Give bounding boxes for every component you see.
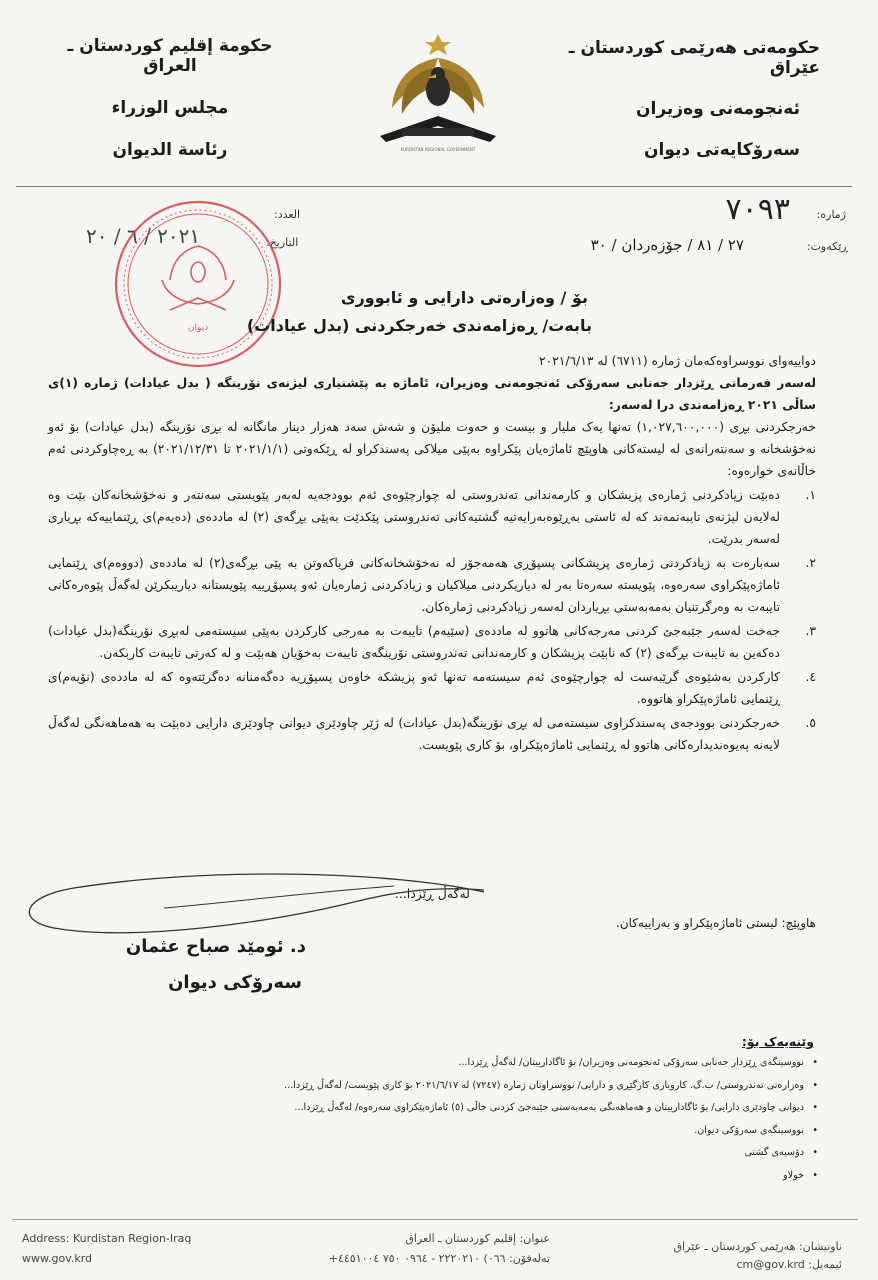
svg-text:KURDISTAN REGIONAL GOVERNMENT: KURDISTAN REGIONAL GOVERNMENT	[400, 147, 476, 152]
list-item-number: ١.	[805, 488, 816, 502]
attachment-note: هاوپێچ: لیستی ئاماژەپێکراو و بەراییەکان.	[616, 916, 816, 930]
body-paragraph: خەرجکردنی بڕی (١,٠٢٧,٦٠٠,٠٠٠) تەنها یەک ملیار و بیست و حەوت ملیۆن و شەش سەد هەزار دینار مانگانە لە بڕی نۆرینگە (بدل عيادات) بۆ ئەو نەخۆشخانە و سەنتەرانەی لە لیستەکانی هاوپێچ ئاماژەیان پێکراوە بەپێی میلاکی پەسندکراو لە ڕێکەوتی (٢٠٢١/١/١ تا ٢٠٢١/١٢/٣١) بە ڕەچاوکردنی ئەم خاڵانەی خوارەوە:	[48, 420, 816, 478]
list-item-number: ٢.	[805, 556, 816, 570]
closing-text: لەگەڵ ڕێزدا...	[394, 886, 470, 901]
signatory-title: سەرۆکی دیوان	[168, 972, 302, 993]
copies-item: • نووسینگەی ڕێزدار جەنابی سەرۆکی ئەنجومەنی وەزیران/ بۆ ئاگادارییتان/ لەگەڵ ڕێزدا...	[180, 1052, 820, 1075]
date-handwritten: ٢٠٢١ / ٦ / ٢٠	[86, 224, 201, 248]
letter-number: ٧٠٩٣	[725, 192, 790, 227]
header-arabic-line: رئاسة الديوان	[112, 140, 228, 160]
copies-item: • وەزارەتی تەندروستی/ ب.گ. کاروباری کارگێڕی و دارایی/ نووسراوتان ژمارە (٧٢٤٧) لە ٢٠٢١/٦/١٧ بۆ کاری پێویست/ لەگەڵ ڕێزدا...	[180, 1075, 820, 1098]
list-item	[48, 712, 816, 756]
header-kurdish	[520, 38, 820, 181]
copies-item: • دیوانی چاودێری دارایی/ بۆ ئاگادارییتان و هەماهەنگی بەمەبەستی جێبەجێ کردنی خاڵی (٥) ئاماژەپێکراوی سەرەوە/ لەگەڵ ڕێزدا...	[180, 1097, 820, 1120]
date-label-arabic: التاريخ:	[266, 236, 299, 249]
footer-address-english: Address: Kurdistan Region-Iraq	[22, 1232, 192, 1245]
header-arabic-line: مجلس الوزراء	[111, 98, 229, 118]
body-paragraph: لەسەر فەرمانی ڕێزدار جەنابی سەرۆکی ئەنجومەنی وەزیران، ئاماژە بە پێشنیاری لیژنەی نۆرینگە ( بدل عيادات) ژمارە (١)ی ساڵی ٢٠٢١ ڕەزامەندی درا لەسەر:	[48, 376, 816, 412]
list-item-text: خەرجکردنی بوودجەی پەسندکراوی سیستەمی لە بڕی نۆرینگە(بدل عيادات) لە ژێر چاودێری دیوانی چاودێری دارایی دەبێت بە هەماهەنگی لەگەڵ لایەنە پەیوەندیدارەکانی هاتوو لە ڕێنمایی ئاماژەپێکراو، بۆ کاری پێویست.	[48, 716, 780, 752]
list-item	[48, 666, 816, 710]
subject-line: بابەت/ ڕەزامەندی خەرجکردنی (بدل عيادات)	[246, 316, 592, 335]
signatory-name: د. ئومێد صباح عثمان	[125, 936, 306, 957]
footer-website: www.gov.krd	[22, 1252, 93, 1265]
letter-date: ٢٧ / ٨١ / جۆزەردان / ٣٠	[590, 236, 744, 254]
copies-item: • دۆسیەی گشتی	[180, 1142, 820, 1165]
header-divider	[16, 186, 852, 187]
list-item-number: ٥.	[805, 716, 816, 730]
copies-heading: وێنەیەک بۆ:	[741, 1034, 814, 1049]
footer-address-arabic: عنوان: إقليم كوردستان ـ العراق	[405, 1232, 550, 1245]
list-item	[48, 484, 816, 550]
letter-body	[48, 350, 816, 756]
footer-phone: تەلەفۆن: ٠٦٦) ٢٢٢٠٢١٠ - ٠٩٦٤ ٧٥٠ ٤٤٥١٠٠٤+	[328, 1252, 550, 1265]
header-arabic	[40, 36, 300, 182]
header-kurdish-line: حکومەتی هەرێمی کوردستان ـ عێراق	[568, 38, 820, 78]
krg-emblem-logo	[372, 28, 504, 156]
footer-email: ئیمەیل: cm@gov.krd	[736, 1258, 842, 1271]
date-label: ڕێکەوت:	[806, 240, 848, 253]
header-kurdish-line: ئەنجومەنی وەزیران	[635, 99, 800, 119]
number-label-arabic: العدد:	[274, 208, 301, 221]
copies-item: • نووسینگەی سەرۆکی دیوان.	[180, 1120, 820, 1143]
list-item	[48, 620, 816, 664]
list-item-text: سەبارەت بە زیادکردنی ژمارەی پزیشکانی پسپۆڕی هەمەجۆر لە نەخۆشخانەکانی فریاکەوتن بە پێی بڕگەی(٢) لە ماددەی (دووەم)ی ڕێنمایی ئاماژەپێکراوی سەرەوە، پێویستە سەرەتا بەر لە دیاریکردنی میلاکیان و زیادکردنی ژمارەیان ئەو پسپۆڕییە پێویستانە دیاریبکرێن لەگەڵ پێوەرەکانی تایبەت بە وەرگرتنیان بەمەبەستی بڕیاردان لەسەر زیادکردنی ژمارەکان.	[48, 556, 780, 614]
list-item	[48, 552, 816, 618]
copies-item: • خولاو	[180, 1165, 820, 1188]
footer-address-kurdish: ناونیشان: هەرێمی کوردستان ـ عێراق	[673, 1240, 842, 1253]
body-paragraph: دواییەوای نووسراوەکەمان ژمارە (٦٧١١) لە ٢٠٢١/٦/١٣	[538, 354, 816, 368]
recipient-line: بۆ / وەزارەتی دارایی و ئابووری	[340, 288, 588, 307]
list-item-number: ٣.	[805, 624, 816, 638]
stamp-center-text: دیوان	[187, 323, 209, 333]
list-item-text: کارکردن بەشێوەی گرێبەست لە چوارچێوەی ئەم سیستەمە تەنها ئەو پزیشکە خاوەن پسپۆڕیە دەگەمنانە دەگرێتەوە کە لە ماددەی (نۆیەم)ی ڕێنمایی ئاماژەپێکراو هاتووە.	[48, 670, 780, 706]
copies-list	[180, 1052, 820, 1187]
number-label: ژمارە:	[816, 208, 846, 221]
list-item-number: ٤.	[805, 670, 816, 684]
header-kurdish-line: سەرۆکایەتی دیوان	[644, 140, 800, 160]
list-item-text: جەخت لەسەر جێبەجێ کردنی مەرجەکانی هاتوو لە ماددەی (سێیەم) تایبەت بە مەرجی کارکردن بەپێی سیستەمی لەبڕی نۆرینگە(بدل عيادات) دەکەین بە تایبەت بڕگەی (٢) کە نابێت پزیشکان و کارمەندانی تەندروستی نۆرینگەی تایبەت بەخۆیان هەبێت و لە کەرتی تایبەت کاربکەن.	[48, 624, 780, 660]
footer-divider	[12, 1219, 858, 1220]
list-item-text: دەبێت زیادکردنی ژمارەی پزیشکان و کارمەندانی تەندروستی لە چوارچێوەی ئەم بوودجەیە لەبەر پێویستی سەنتەر و نەخۆشخانەکان بێت وە لەلایەن لیژنەی تایبەتمەند کە لە ئاستی بەڕێوەبەرایەتیە گشتیەکانی تەندروستی پێکدێت بەپێی بڕگەی (٢) لە ماددەی (دەیەم)ی ڕێنماییەکە بڕیاری لەسەر بدرێت.	[48, 488, 780, 546]
header-arabic-line: حكومة إقليم كوردستان ـ العراق	[67, 36, 273, 76]
